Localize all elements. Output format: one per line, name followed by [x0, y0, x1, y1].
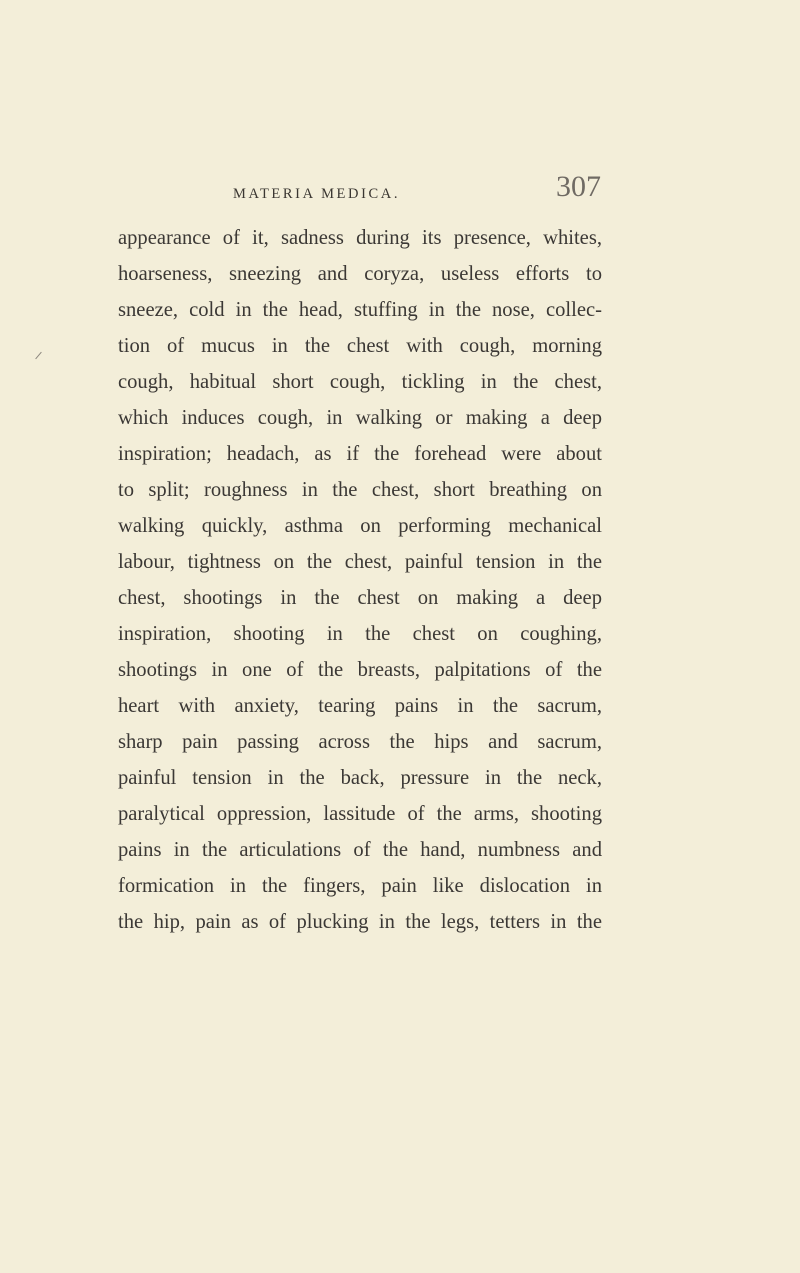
margin-mark [35, 352, 42, 360]
text-line: painful tension in the back, pressure in the neck, [118, 767, 602, 789]
text-line: pains in the articulations of the hand, numbness and [118, 839, 602, 861]
text-line: hoarseness, sneezing and coryza, useless efforts to [118, 263, 602, 285]
text-line: shootings in one of the breasts, palpitations of the [118, 659, 602, 681]
running-head [233, 172, 601, 206]
text-line: appearance of it, sadness during its presence, whites, [118, 227, 602, 249]
text-line: to split; roughness in the chest, short breathing on [118, 479, 602, 501]
text-line: the hip, pain as of plucking in the legs, tetters in the [118, 911, 602, 933]
text-line: labour, tightness on the chest, painful tension in the [118, 551, 602, 573]
text-line: chest, shootings in the chest on making a deep [118, 587, 602, 609]
text-line: formication in the fingers, pain like dislocation in [118, 875, 602, 897]
text-line: sneeze, cold in the head, stuffing in the nose, collec- [118, 299, 602, 321]
text-line: cough, habitual short cough, tickling in the chest, [118, 371, 602, 393]
text-line: inspiration; headach, as if the forehead were about [118, 443, 602, 465]
text-line: tion of mucus in the chest with cough, morning [118, 335, 602, 357]
body-text [118, 220, 602, 940]
text-line: sharp pain passing across the hips and sacrum, [118, 731, 602, 753]
text-line: walking quickly, asthma on performing mechanical [118, 515, 602, 537]
text-line: inspiration, shooting in the chest on coughing, [118, 623, 602, 645]
running-title: MATERIA MEDICA. [233, 186, 401, 202]
page-number: 307 [556, 170, 601, 203]
text-line: which induces cough, in walking or making a deep [118, 407, 602, 429]
text-line: paralytical oppression, lassitude of the arms, shooting [118, 803, 602, 825]
text-line: heart with anxiety, tearing pains in the sacrum, [118, 695, 602, 717]
